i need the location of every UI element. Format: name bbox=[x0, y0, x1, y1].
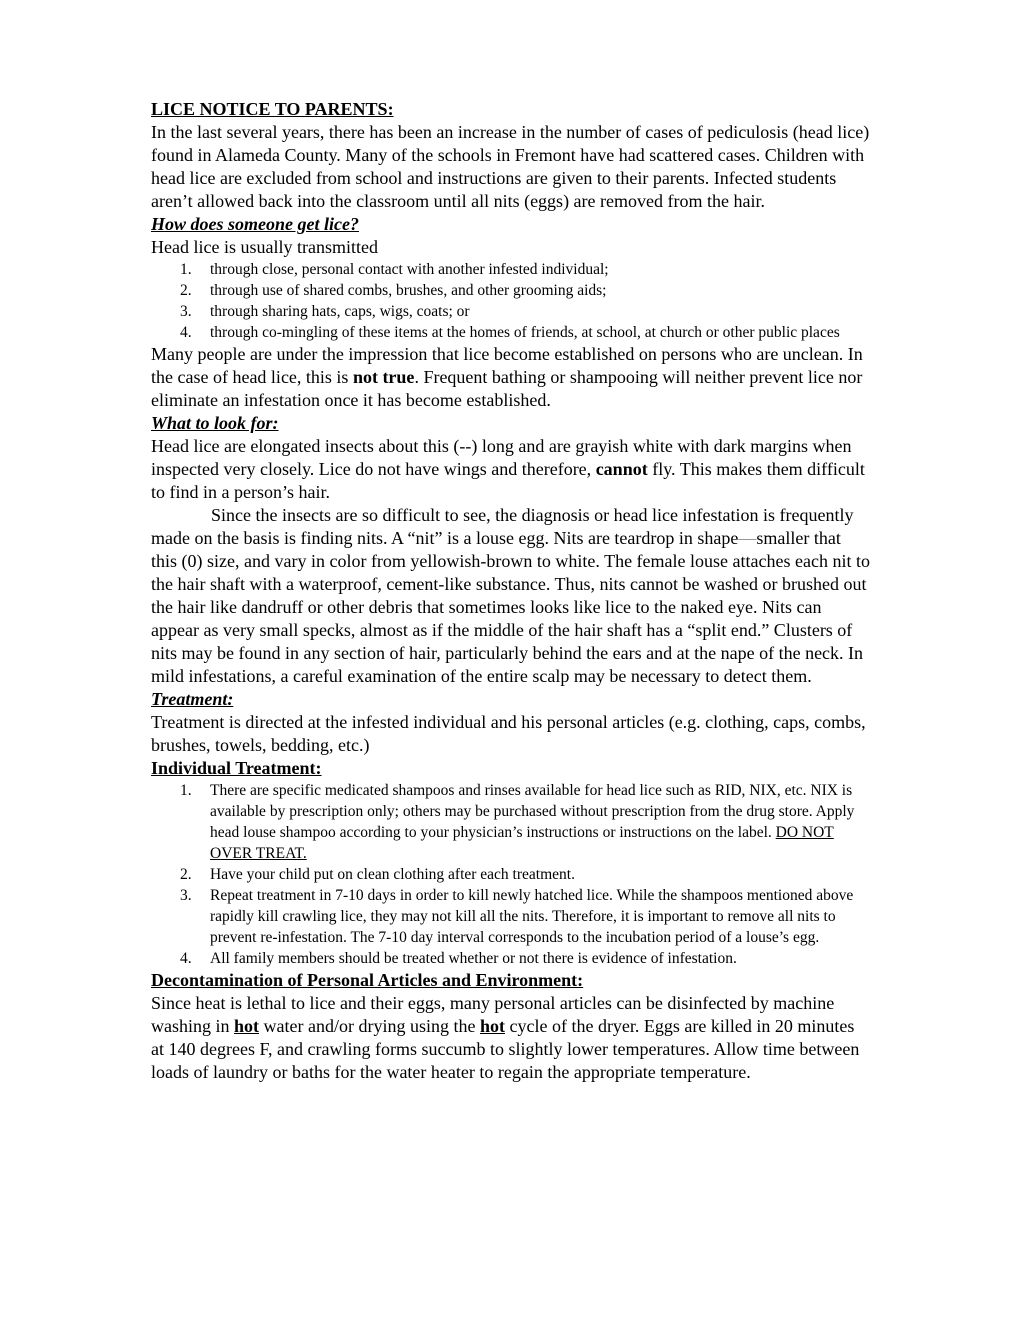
list-number: 2. bbox=[180, 282, 192, 299]
do-not-over-treat: DO NOT OVER TREAT. bbox=[210, 824, 834, 862]
how-heading: How does someone get lice? bbox=[151, 214, 359, 234]
not-true-emphasis: not true bbox=[352, 367, 415, 387]
decontamination-paragraph: Since heat is lethal to lice and their eggs, many personal articles can be disinfected by machine washing in hot water and/or drying using the hot cycle of the dryer. Eggs are killed in 20 minutes at 140 degrees F, and crawling forms succumb to slightly lower temperatures. Allow time between loads of laundry or baths for the water heater to regain the appropriate temperature. bbox=[151, 993, 860, 1082]
list-item: 1. There are specific medicated shampoos and rinses available for head lice such as RID, NIX, etc. NIX is available by prescription only; others may be purchased without prescription from the drug store. Apply head louse shampoo according to your physician’s instructions or instructions on the label. DO NOT OVER TREAT. bbox=[180, 782, 855, 862]
look-paragraph-2: Since the insects are so difficult to see, the diagnosis or head lice infestation is frequently made on the basis is finding nits. A “nit” is a louse egg. Nits are teardrop in shape—smaller that this (0) size, and vary in color from yellowish-brown to white. The female louse attaches each nit to the hair shaft with a waterproof, cement-like substance. Thus, nits cannot be washed or brushed out the hair like dandruff or other debris that sometimes looks like lice to the naked eye. Nits can appear as very small specks, almost as if the middle of the hair shaft has a “split end.” Clusters of nits may be found in any section of hair, particularly behind the ears and at the nape of the neck. In mild infestations, a careful examination of the entire scalp may be necessary to detect them. bbox=[151, 505, 870, 686]
list-number: 1. bbox=[180, 782, 192, 799]
individual-treatment-heading: Individual Treatment: bbox=[151, 758, 322, 778]
how-lead: Head lice is usually transmitted bbox=[151, 237, 378, 257]
document-page bbox=[151, 98, 871, 1084]
hot-emphasis: hot bbox=[234, 1016, 260, 1036]
list-item: 4. All family members should be treated whether or not there is evidence of infestation. bbox=[180, 950, 737, 967]
decontamination-heading: Decontamination of Personal Articles and Environment: bbox=[151, 970, 584, 990]
list-number: 1. bbox=[180, 261, 192, 278]
list-item: 3. Repeat treatment in 7-10 days in order to kill newly hatched lice. While the shampoos mentioned above rapidly kill crawling lice, they may not kill all the nits. Therefore, it is important to remove all nits to prevent re-infestation. The 7-10 day interval corresponds to the incubation period of a louse’s egg. bbox=[180, 887, 854, 946]
transmission-list bbox=[151, 259, 871, 343]
list-item: 1. through close, personal contact with another infested individual; bbox=[180, 261, 609, 278]
list-number: 4. bbox=[180, 324, 192, 341]
treatment-heading: Treatment: bbox=[151, 689, 234, 709]
list-item: 2. through use of shared combs, brushes, and other grooming aids; bbox=[180, 282, 607, 299]
list-number: 4. bbox=[180, 950, 192, 967]
list-item: 2. Have your child put on clean clothing after each treatment. bbox=[180, 866, 575, 883]
list-item: 3. through sharing hats, caps, wigs, coats; or bbox=[180, 303, 470, 320]
list-number: 3. bbox=[180, 887, 192, 904]
intro-paragraph: In the last several years, there has been an increase in the number of cases of pediculosis (head lice) found in Alameda County. Many of the schools in Fremont have had scattered cases. Children with head lice are excluded from school and instructions are given to their parents. Infected students aren’t allowed back into the classroom until all nits (eggs) are removed from the hair. bbox=[151, 122, 870, 211]
look-paragraph-1: Head lice are elongated insects about this (--) long and are grayish white with dark margins when inspected very closely. Lice do not have wings and therefore, cannot fly. This makes them difficult to find in a person’s hair. bbox=[151, 436, 865, 502]
document-title: LICE NOTICE TO PARENTS: bbox=[151, 99, 394, 119]
list-item: 4. through co-mingling of these items at the homes of friends, at school, at church or other public places bbox=[180, 324, 840, 341]
cleanliness-paragraph: Many people are under the impression that lice become established on persons who are unclean. In the case of head lice, this is not true. Frequent bathing or shampooing will neither prevent lice nor eliminate an infestation once it has become established. bbox=[151, 344, 863, 410]
cannot-emphasis: cannot bbox=[595, 459, 648, 479]
individual-treatment-list bbox=[151, 780, 871, 969]
list-number: 2. bbox=[180, 866, 192, 883]
treatment-paragraph: Treatment is directed at the infested individual and his personal articles (e.g. clothing, caps, combs, brushes, towels, bedding, etc.) bbox=[151, 712, 866, 755]
list-number: 3. bbox=[180, 303, 192, 320]
hot-emphasis: hot bbox=[479, 1016, 505, 1036]
look-heading: What to look for: bbox=[151, 413, 279, 433]
